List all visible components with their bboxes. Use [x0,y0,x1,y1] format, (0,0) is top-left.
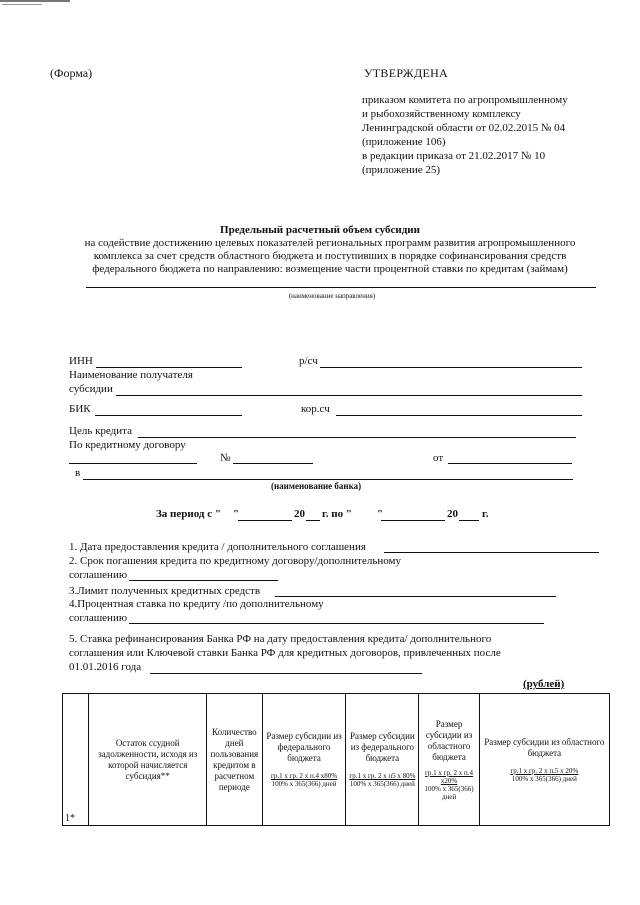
title-line-2: комплекса за счет средств областного бюджета и поступивших в порядке софинансирования средств [93,250,567,262]
col-6-formula-denominator: 100% х 365(366) дней [424,784,474,801]
bank-caption: (наименование банка) [271,481,362,491]
account-label: р/сч [299,355,318,367]
col-5-formula-denominator: 100% х 365(366) дней [349,780,415,788]
corr-account-line[interactable] [336,415,582,416]
approval-line-2: и рыбохозяйственному комплексу [362,108,521,120]
period-to-year-line[interactable] [459,520,479,521]
number-line[interactable] [233,463,313,464]
item-5-label-1: 5. Ставка рефинансирования Банка РФ на дату предоставления кредита/ дополнительного [69,633,492,645]
col-6-formula-numerator: гр.1 х гр. 2 х п.4 х20% [425,768,474,785]
col-4-formula-numerator: гр.1 х гр. 2 х п.4 х80% [271,772,338,780]
period-year-1: 20 [294,508,305,520]
bank-line[interactable] [83,479,573,480]
corr-account-label: кор.сч [301,403,330,415]
period-year-2: 20 [447,508,458,520]
period-prefix: За период с " [156,508,221,520]
item-5-line[interactable] [150,673,422,674]
scan-artifact-line [0,0,70,2]
bik-label: БИК [69,403,91,415]
col-7-title: Размер субсидии из областного бюджета [484,736,605,758]
direction-caption: (наименование направления) [288,292,376,300]
col-1-header: 1* [63,694,89,826]
approval-line-5: в редакции приказа от 21.02.2017 № 10 [362,150,546,162]
item-4-line[interactable] [129,623,544,624]
approval-line-3: Ленинградской области от 02.02.2015 № 04 [362,122,566,134]
item-2-label-cont: соглашению [69,569,128,581]
approval-line-6: (приложение 25) [362,164,441,176]
recipient-label-2: субсидии [69,383,113,395]
subsidy-table [62,693,610,826]
bik-line[interactable] [95,415,242,416]
col-7-formula-numerator: гр.1 х гр. 2 х п.5 х 20% [510,766,579,775]
item-1-label: 1. Дата предоставления кредита / дополнительного соглашения [69,541,366,553]
item-4-label-cont: соглашению [69,612,128,624]
approval-line-1: приказом комитета по агропромышленному [362,94,568,106]
col-5-header [346,694,419,826]
item-4-label: 4.Процентная ставка по кредиту /по дополнительному [69,598,324,610]
recipient-label-1: Наименование получателя [69,369,193,381]
col-3-header: Количество дней пользования кредитом в расчетном периоде [206,694,262,826]
bank-prefix: в [75,467,81,479]
credit-purpose-line[interactable] [138,437,576,438]
col-4-header [262,694,346,826]
col-5-title: Размер субсидии из федерального бюджета [350,731,415,763]
title-line-3: федерального бюджета по направлению: возмещение части процентной ставки по кредитам (займам) [92,263,568,275]
from-label: от [433,452,444,464]
scan-artifact-line-2 [2,4,42,5]
from-line[interactable] [448,463,572,464]
col-7-header [479,694,609,826]
approval-line-4: (приложение 106) [362,136,446,148]
col-2-header: Остаток ссудной задолженности, исходя из которой начисляется субсидия** [89,694,207,826]
item-5-label-2: соглашения или Ключевой ставки Банка РФ для кредитных договоров, привлеченных после [69,647,501,659]
period-to-label: г. по " [322,508,352,520]
direction-line [86,287,596,288]
credit-purpose-label: Цель кредита [69,425,132,437]
number-sign: № [220,452,231,464]
period-from-year-line[interactable] [306,520,320,521]
form-label: (Форма) [50,66,93,80]
inn-label: ИНН [69,355,93,367]
approved-heading: УТВЕРЖДЕНА [364,66,449,80]
item-1-line[interactable] [384,552,599,553]
col-5-formula-numerator: гр.1 х гр. 2 х п5 х 80% [349,772,416,780]
title-line-1: на содействие достижению целевых показателей региональных программ развития агропромышленного [84,237,576,249]
col-4-formula-denominator: 100% х 365(366) дней [271,780,337,788]
item-2-line[interactable] [129,580,278,581]
period-quote-2: " [377,508,384,520]
col-4-title: Размер субсидии из федерального бюджета [266,731,342,763]
recipient-line[interactable] [116,395,582,396]
period-from-line[interactable] [238,520,292,521]
col-6-header [419,694,479,826]
period-to-line[interactable] [381,520,445,521]
contract-line[interactable] [69,463,197,464]
col-7-formula-denominator: 100% х 365(366) дней [511,774,577,783]
item-5-label-3: 01.01.2016 года [69,661,142,673]
period-quote-1: " [233,508,240,520]
item-3-label: 3.Лимит полученных кредитных средств [69,585,261,597]
credit-contract-label: По кредитному договору [69,439,186,451]
item-3-line[interactable] [275,596,556,597]
units-label: (рублей) [523,678,565,690]
account-line[interactable] [320,367,582,368]
col-6-title: Размер субсидии из областного бюджета [425,718,473,762]
inn-line[interactable] [96,367,242,368]
item-2-label: 2. Срок погашения кредита по кредитному договору/дополнительному [69,555,401,567]
document-title: Предельный расчетный объем субсидии [220,224,420,236]
period-year-suffix: г. [482,508,489,520]
